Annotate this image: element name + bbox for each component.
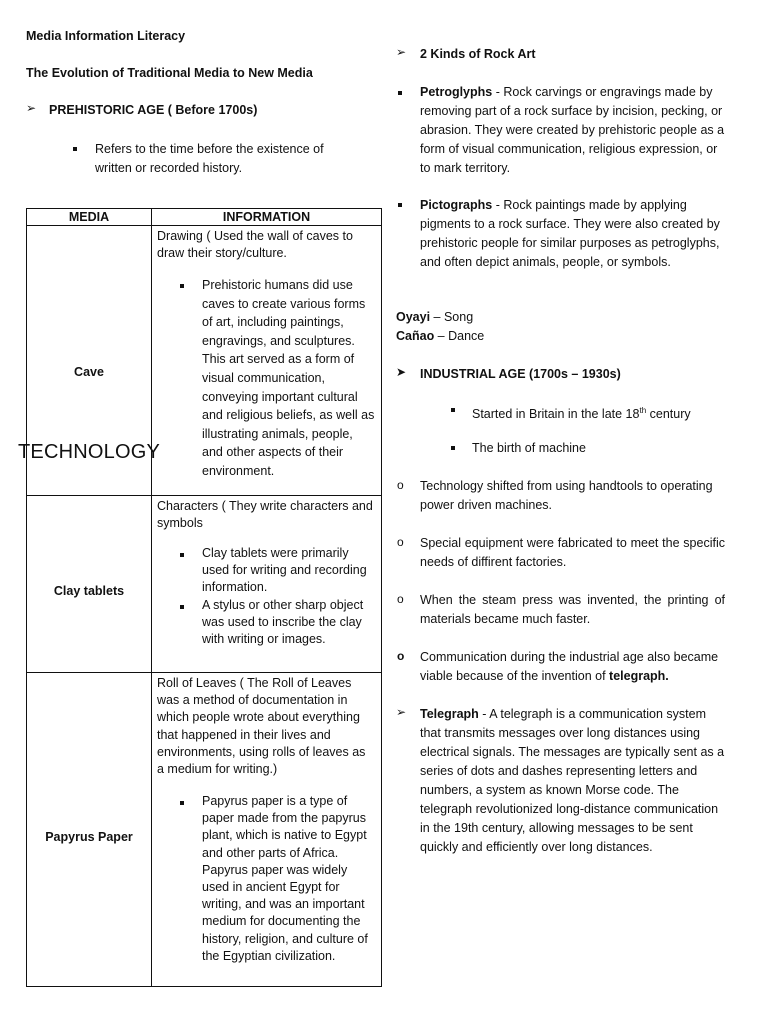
square-bullet-icon [180,605,184,609]
technology-overlay-text: TECHNOLOGY [18,441,161,463]
industrial-point: Special equipment were fabricated to meet the specific needs of diffirent factories. [420,536,725,569]
info-intro: Drawing ( Used the wall of caves to draw their story/culture. [157,229,353,261]
square-bullet-icon [180,553,184,557]
media-table [26,208,382,987]
circle-bullet-icon: o [397,535,404,549]
media-clay-tablets: Clay tablets [53,584,125,598]
rock-art-heading: 2 Kinds of Rock Art [420,47,536,61]
industrial-bullet-text: Started in Britain in the late 18 [472,407,640,422]
square-bullet-icon [73,147,77,151]
pictographs-term: Pictographs [420,198,493,212]
square-bullet-icon [398,91,402,95]
industrial-point-text: Communication during the industrial age also became viable because of the invention of [420,650,719,683]
industrial-heading: INDUSTRIAL AGE (1700s – 1930s) [420,367,621,381]
arrow-bullet-icon: ➢ [396,705,407,719]
prehistoric-definition: Refers to the time before the existence of written or recorded history. [95,142,324,175]
table-row [27,496,382,673]
square-bullet-icon [451,408,455,412]
info-intro: Characters ( They write characters and symbols [157,499,373,531]
square-bullet-icon [180,801,184,805]
document-title: Media Information Literacy [26,29,186,43]
circle-bullet-icon: o [397,592,404,606]
media-cave: Cave [74,365,104,379]
industrial-point: Technology shifted from using handtools to operating power driven machines. [420,479,713,512]
telegraph-entry [420,705,725,857]
pictographs-entry [420,196,725,272]
petroglyphs-text: - Rock carvings or engravings made by removing part of a rock surface by incision, pecking, or abrasion. They were created by prehistoric people as a form of visual communication, religious expression, or to mark territory. [420,85,725,175]
square-bullet-icon [451,446,455,450]
square-bullet-icon [180,284,184,288]
info-intro: Roll of Leaves ( The Roll of Leaves was a method of documentation in which people wrote about everything that happened in their lives and environments, using rolls of leaves as a medium for writing.) [157,676,366,777]
document-subtitle: The Evolution of Traditional Media to New Media [26,66,313,80]
vocab-meaning: – Song [430,310,474,324]
vocab-meaning: – Dance [434,329,485,343]
column-header-media: MEDIA [27,209,152,226]
telegraph-term: Telegraph [420,707,479,721]
info-bullet: Papyrus paper is a type of paper made from the papyrus plant, which is native to Egypt and other parts of Africa. Papyrus paper was widely used in ancient Egypt for writing, and was an important medium for documenting the history, religion, and culture of the Egyptian civilization. [202,794,368,963]
arrow-bullet-icon: ➢ [26,101,37,115]
industrial-bullet: The birth of machine [472,441,586,455]
info-bullet: Clay tablets were primarily used for writing and recording information. [202,546,367,595]
petroglyphs-entry [420,83,725,178]
pictographs-text: - Rock paintings made by applying pigments to a rock surface. They were also created by prehistoric people for similar purposes as petroglyphs, and often depict animals, people, or symbols. [420,198,720,269]
table-row [27,673,382,987]
vocab-term: Cañao [396,329,435,343]
industrial-point: When the steam press was invented, the printing of materials became much faster. [420,593,725,626]
industrial-bullet-text: century [646,407,691,422]
vocab-item [396,327,484,346]
circle-bullet-icon: o [397,478,404,492]
circle-bullet-icon: o [397,649,405,663]
square-bullet-icon [398,203,402,207]
column-header-information: INFORMATION [152,209,382,226]
vocab-term: Oyayi [396,310,431,324]
arrow-bullet-icon: ➤ [396,365,407,379]
telegraph-emphasis: telegraph. [609,669,669,683]
prehistoric-heading: PREHISTORIC AGE ( Before 1700s) [49,103,258,117]
telegraph-text: - A telegraph is a communication system that transmits messages over long distances using electrical signals. The messages are typically sent as a series of dots and dashes representing letters and numbers, a system as known Morse code. The telegraph revolutionized long-distance communication in the 19th century, allowing messages to be sent quickly and efficiently over long distances. [420,707,725,854]
media-papyrus-paper: Papyrus Paper [45,830,133,844]
info-bullet: A stylus or other sharp object was used to inscribe the clay with writing or images. [202,598,364,647]
industrial-bullet [472,401,691,424]
petroglyphs-term: Petroglyphs [420,85,493,99]
vocab-item [396,308,473,327]
info-bullet: Prehistoric humans did use caves to create various forms of art, including paintings, engravings, and sculptures. This art served as a form of visual communication, conveying important cultural and religious beliefs, as well as illustrating animals, people, and other aspects of their environment. [202,278,375,478]
arrow-bullet-icon: ➢ [396,45,407,59]
superscript: th [639,406,647,415]
industrial-point [420,648,725,686]
